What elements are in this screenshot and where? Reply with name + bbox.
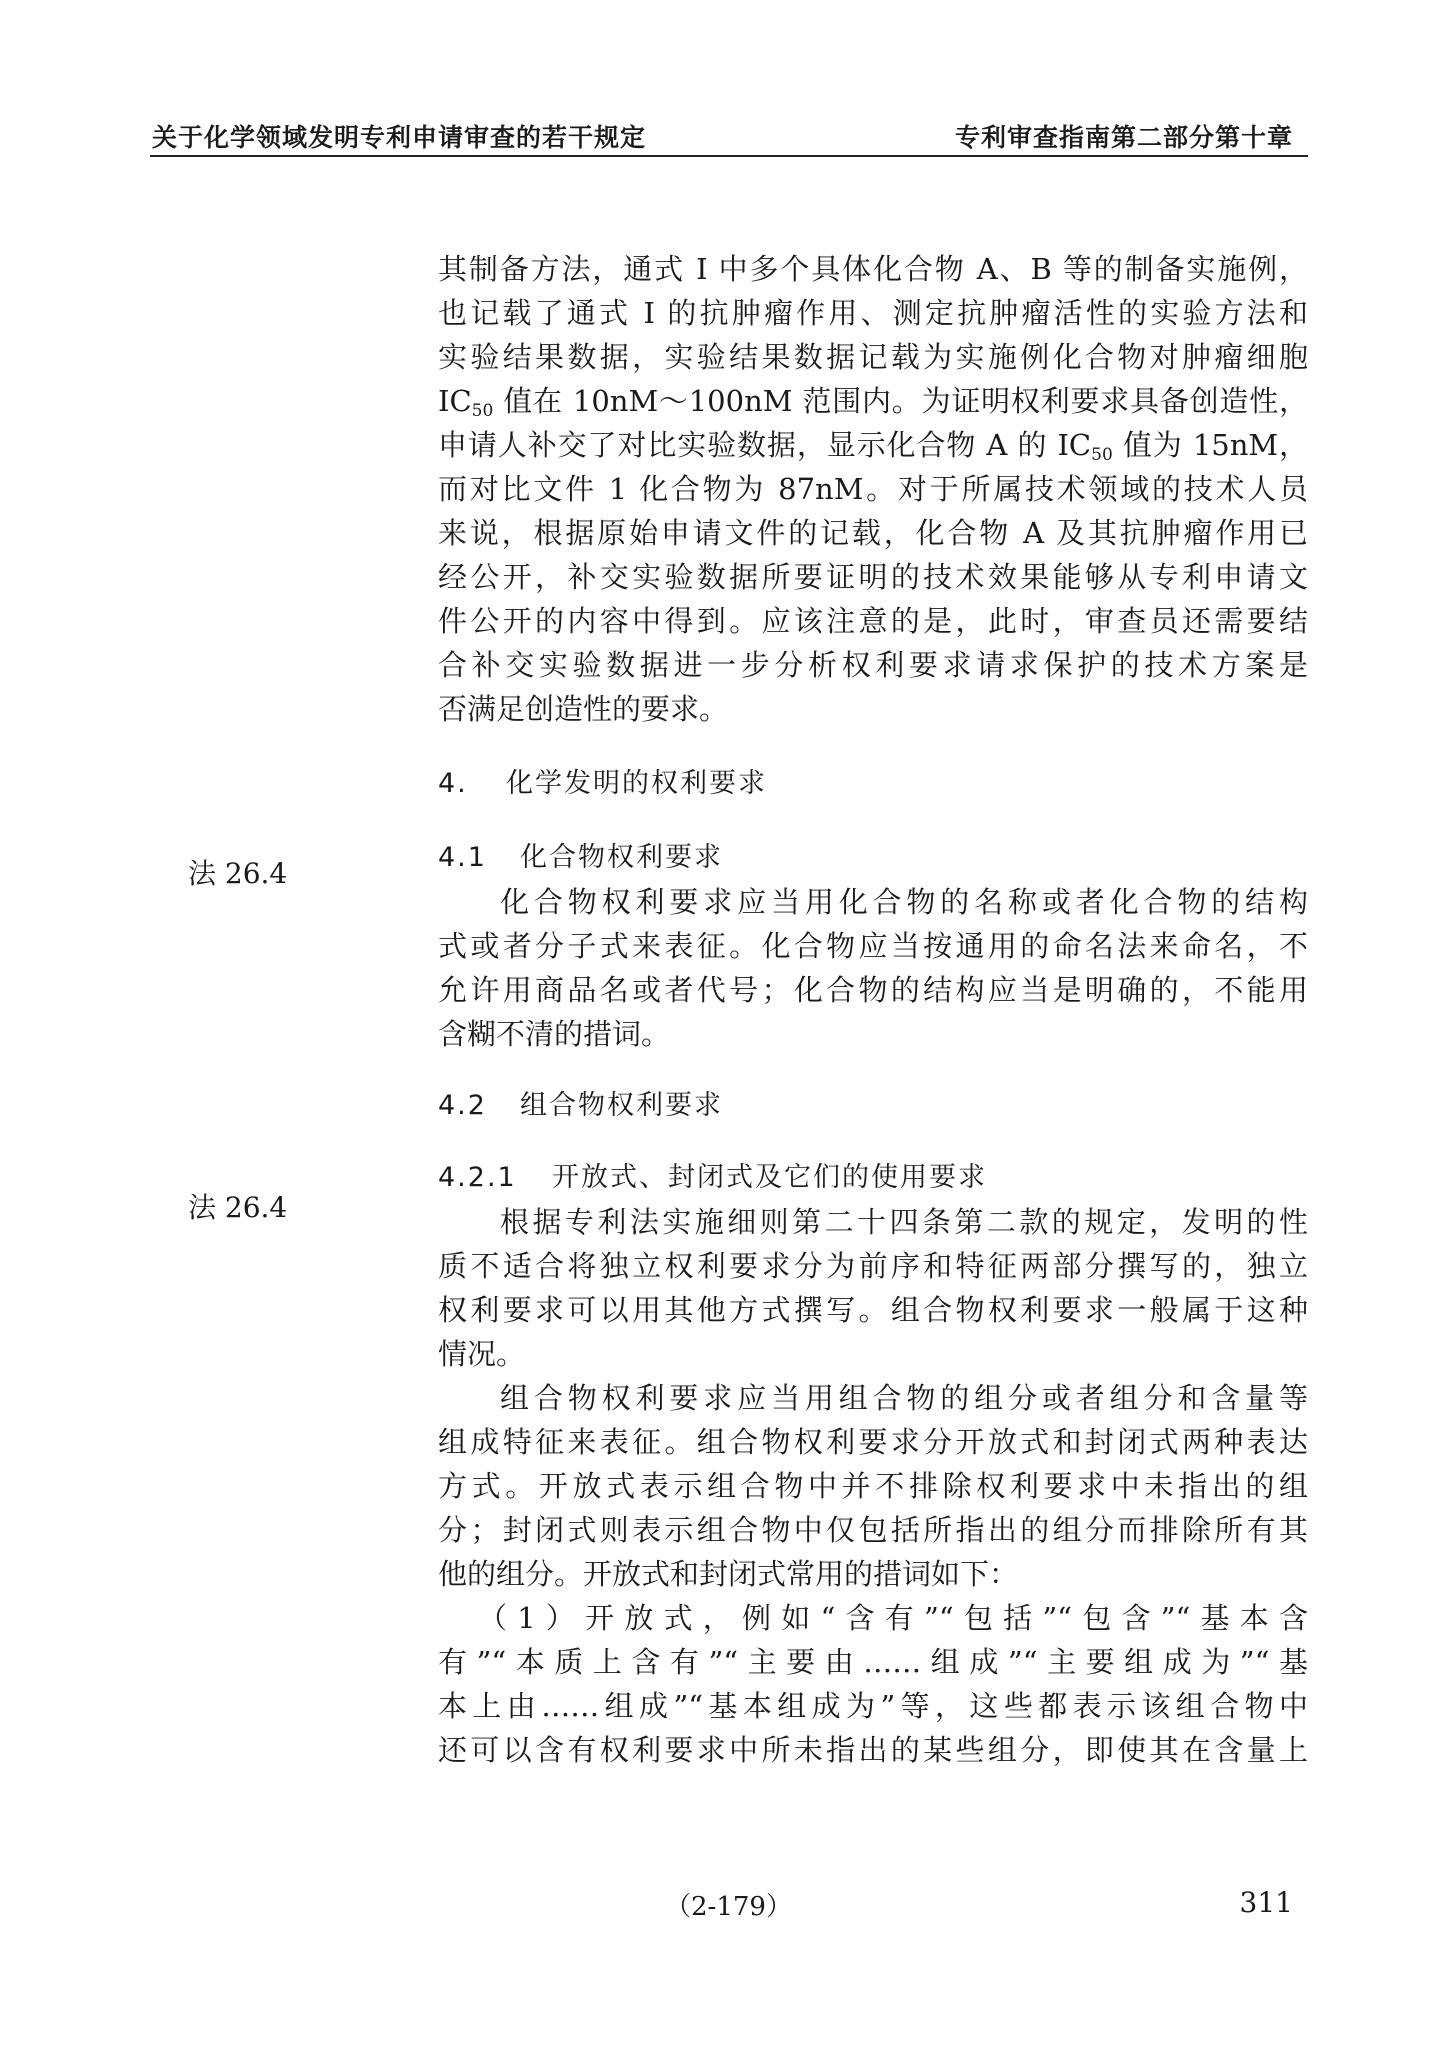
section-heading-4-2	[438, 1084, 1308, 1128]
paragraph-4-1	[438, 880, 1308, 1056]
text-span: 值为 15nM，	[1112, 428, 1308, 462]
running-header-left: 关于化学领域发明专利申请审查的若干规定	[152, 123, 647, 152]
text-line: 权利要求可以用其他方式撰写。组合物权利要求一般属于这种	[438, 1293, 1308, 1327]
text-line: 含糊不清的措词。	[438, 1017, 671, 1051]
text-line: 来说，根据原始申请文件的记载，化合物 A 及其抗肿瘤作用已	[438, 516, 1308, 550]
page-number: 311	[1239, 1886, 1293, 1919]
section-title: 组合物权利要求	[520, 1090, 723, 1121]
section-heading-4	[438, 762, 1308, 806]
margin-note-4-2-1: 法 26.4	[188, 1191, 288, 1224]
text-line: 允许用商品名或者代号；化合物的结构应当是明确的，不能用	[438, 973, 1308, 1007]
text-line: 经公开，补交实验数据所要证明的技术效果能够从专利申请文	[438, 560, 1308, 594]
paragraph-4-2-1-a	[438, 1200, 1308, 1376]
footer-section-page: （2-179）	[665, 1892, 792, 1922]
text-line: 分；封闭式则表示组合物中仅包括所指出的组分而排除所有其	[438, 1513, 1308, 1547]
text-line: 本上由……组成”“基本组成为”等，这些都表示该组合物中	[438, 1689, 1308, 1723]
text-line: 还可以含有权利要求中所未指出的某些组分，即使其在含量上	[438, 1733, 1308, 1767]
header-divider	[150, 155, 1308, 157]
section-heading-4-1	[438, 836, 1308, 880]
ic-subscript: 50	[1091, 445, 1113, 465]
text-line: 他的组分。开放式和封闭式常用的措词如下：	[438, 1557, 1019, 1591]
text-line: 其制备方法，通式 I 中多个具体化合物 A、B 等的制备实施例，	[438, 252, 1308, 286]
running-header-right: 专利审查指南第二部分第十章	[954, 123, 1293, 152]
margin-note-4-1: 法 26.4	[188, 857, 288, 890]
text-line: 件公开的内容中得到。应该注意的是，此时，审查员还需要结	[438, 604, 1308, 638]
text-line: 根据专利法实施细则第二十四条第二款的规定，发明的性	[500, 1205, 1308, 1239]
text-line: 合补交实验数据进一步分析权利要求请求保护的技术方案是	[438, 648, 1308, 682]
section-number: 4.	[438, 768, 468, 799]
ic-label: IC	[438, 384, 472, 418]
paragraph-4-2-1-c	[438, 1596, 1308, 1772]
section-title: 化合物权利要求	[520, 842, 723, 873]
text-line: 而对比文件 1 化合物为 87nM。对于所属技术领域的技术人员	[438, 472, 1308, 506]
text-span: 值在 10nM～100nM 范围内。为证明权利要求具备创造性，	[493, 384, 1308, 418]
text-line: 质不适合将独立权利要求分为前序和特征两部分撰写的，独立	[438, 1249, 1308, 1283]
paragraph-continued	[438, 247, 1308, 731]
text-line: 实验结果数据，实验结果数据记载为实施例化合物对肿瘤细胞	[438, 340, 1308, 374]
text-line: 方式。开放式表示组合物中并不排除权利要求中未指出的组	[438, 1469, 1308, 1503]
text-line: 组成特征来表征。组合物权利要求分开放式和封闭式两种表达	[438, 1425, 1308, 1459]
text-line	[438, 423, 1308, 467]
text-line: 组合物权利要求应当用组合物的组分或者组分和含量等	[500, 1381, 1308, 1415]
section-number: 4.2	[438, 1090, 487, 1121]
ic-subscript: 50	[471, 401, 494, 421]
text-span: 申请人补交了对比实验数据，显示化合物 A 的 IC	[438, 428, 1092, 462]
text-line: 也记载了通式 I 的抗肿瘤作用、测定抗肿瘤活性的实验方法和	[438, 296, 1308, 330]
section-title: 化学发明的权利要求	[506, 768, 767, 799]
section-number: 4.2.1	[438, 1162, 517, 1193]
text-line: 否满足创造性的要求。	[438, 692, 729, 726]
text-line: 情况。	[438, 1337, 526, 1371]
text-line: 有”“本质上含有”“主要由……组成”“主要组成为”“基	[438, 1645, 1308, 1679]
paragraph-4-2-1-b	[438, 1376, 1308, 1596]
body-text	[438, 247, 1308, 1772]
section-number: 4.1	[438, 842, 487, 873]
text-line: （1）开放式，例如“含有”“包括”“包含”“基本含	[478, 1601, 1308, 1635]
text-line: 化合物权利要求应当用化合物的名称或者化合物的结构	[500, 885, 1308, 919]
text-line: 式或者分子式来表征。化合物应当按通用的命名法来命名，不	[438, 929, 1308, 963]
section-title: 开放式、封闭式及它们的使用要求	[552, 1162, 987, 1193]
text-line	[438, 379, 1308, 423]
section-heading-4-2-1	[438, 1156, 1308, 1200]
